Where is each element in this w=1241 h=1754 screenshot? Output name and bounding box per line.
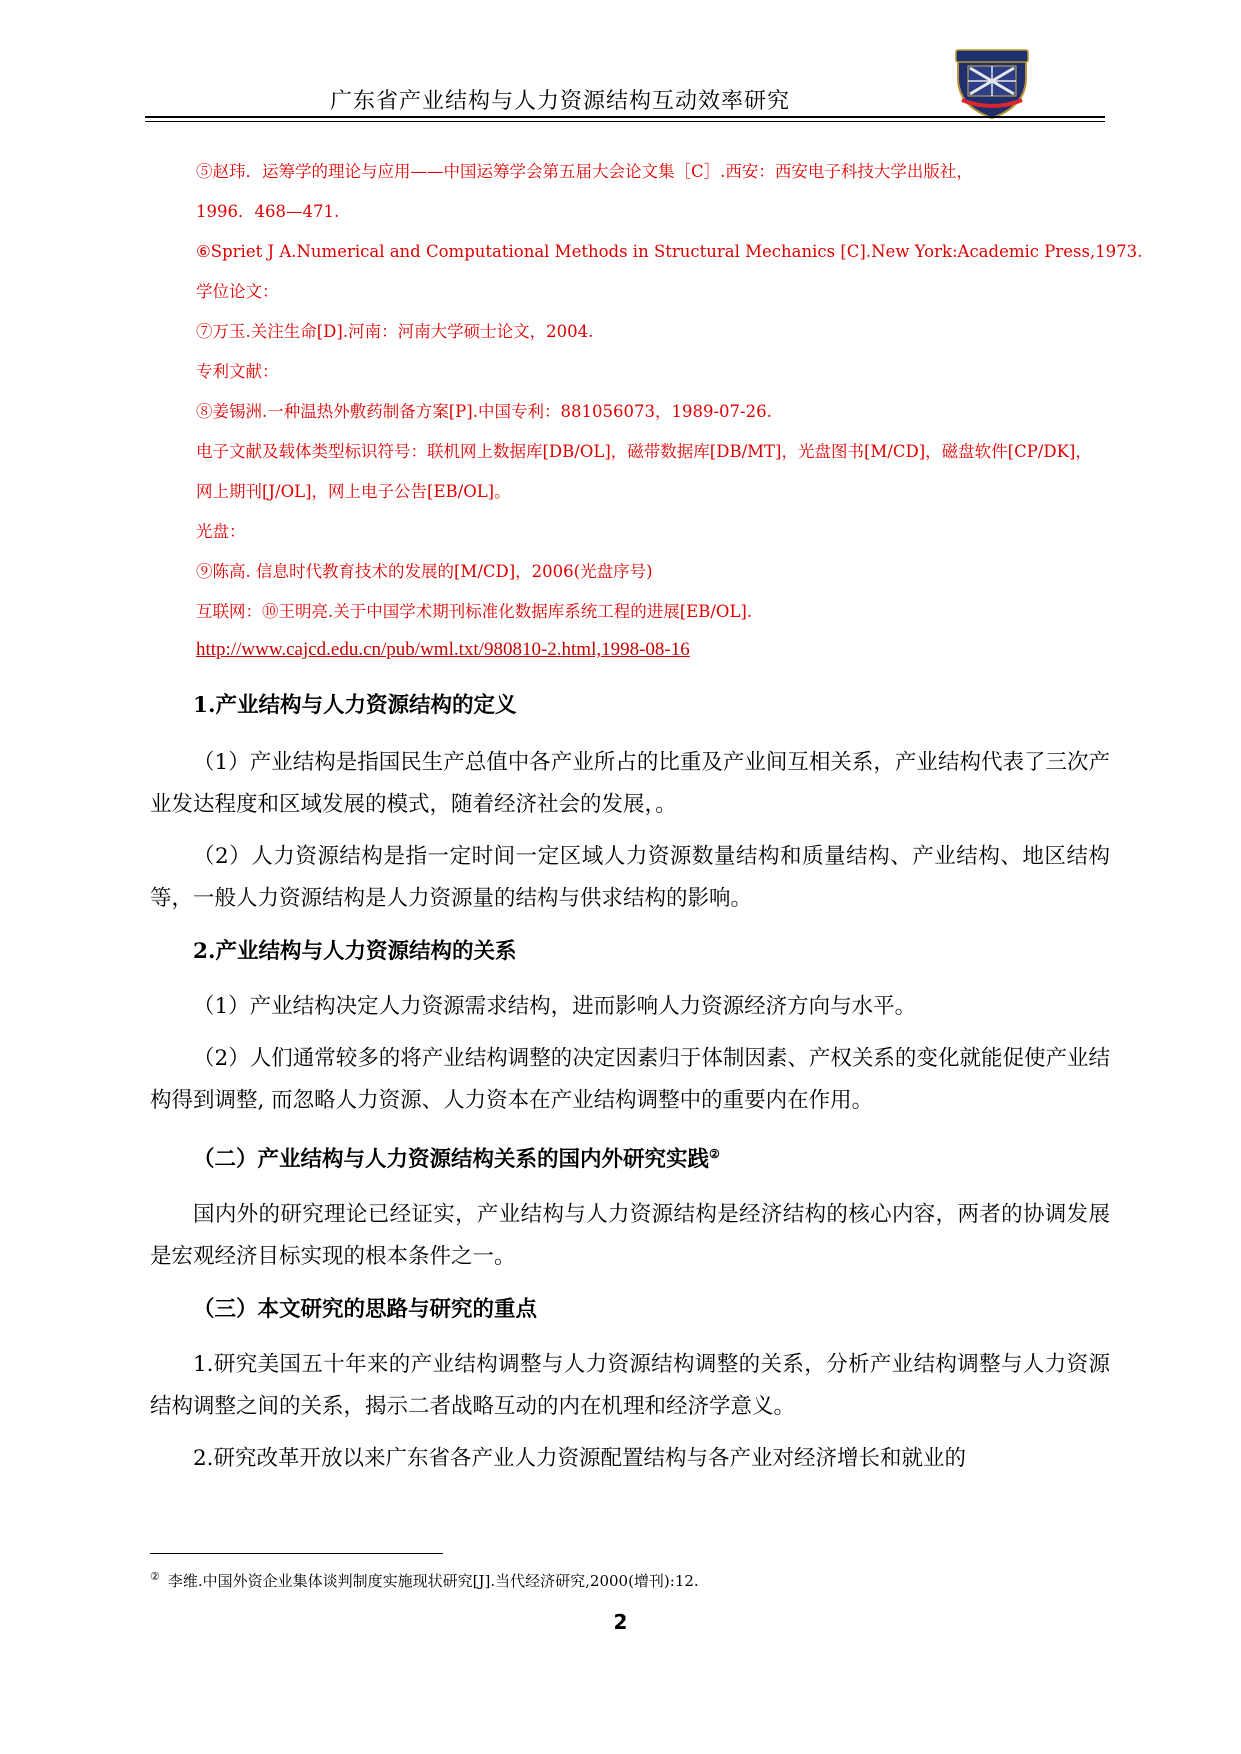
section-heading [193, 1136, 1110, 1178]
section-heading: （三）本文研究的思路与研究的重点 [193, 1297, 538, 1323]
reference-line: 光盘： [196, 522, 246, 541]
main-text [150, 688, 1110, 1480]
running-header-title: 广东省产业结构与人力资源结构互动效率研究 [329, 89, 790, 114]
reference-line: 1996．468—471. [196, 202, 340, 221]
page-number: 2 [613, 1610, 628, 1634]
reference-line: 网上期刊[J/OL]，网上电子公告[EB/OL]。 [196, 482, 511, 501]
paragraph: （2）人力资源结构是指一定时间一定区域人力资源数量结构和质量结构、产业结构、地区结构等，一般人力资源结构是人力资源量的结构与供求结构的影响。 [150, 844, 1110, 911]
reference-url-link[interactable]: http://www.cajcd.edu.cn/pub/wml.txt/980810-2.html,1998-08-16 [196, 639, 690, 660]
footnote-marker[interactable]: ② [709, 1147, 720, 1161]
section-heading: 1.产业结构与人力资源结构的定义 [193, 693, 517, 718]
footnote-text: 李维.中国外资企业集体谈判制度实施现状研究[J].当代经济研究,2000(增刊):12. [167, 1572, 699, 1590]
reference-line: 电子文献及载体类型标识符号：联机网上数据库[DB/OL]，磁带数据库[DB/MT]，光盘图书[M/CD]，磁盘软件[CP/DK]， [196, 442, 1092, 461]
reference-line: ⑦万玉.关注生命[D].河南：河南大学硕士论文，2004. [196, 322, 594, 341]
paragraph: （1）产业结构决定人力资源需求结构，进而影响人力资源经济方向与水平。 [193, 994, 917, 1019]
section-heading: 2.产业结构与人力资源结构的关系 [193, 939, 517, 964]
header-rule [145, 116, 1105, 118]
footnote-rule [150, 1553, 443, 1554]
paragraph: 1.研究美国五十年来的产业结构调整与人力资源结构调整的关系，分析产业结构调整与人力资源结构调整之间的关系，揭示二者战略互动的内在机理和经济学意义。 [150, 1352, 1110, 1420]
paragraph: （2）人们通常较多的将产业结构调整的决定因素归于体制因素、产权关系的变化就能促使产业结构得到调整, 而忽略人力资源、人力资本在产业结构调整中的重要内在作用。 [150, 1046, 1110, 1113]
paragraph: （1）产业结构是指国民生产总值中各产业所占的比重及产业间互相关系，产业结构代表了三次产业发达程度和区域发展的模式，随着经济社会的发展，。 [150, 750, 1110, 817]
header-rule-thin [145, 121, 1105, 122]
reference-line: 学位论文： [196, 282, 279, 301]
university-crest-icon [952, 48, 1032, 120]
paragraph: 2.研究改革开放以来广东省各产业人力资源配置结构与各产业对经济增长和就业的 [193, 1446, 967, 1472]
reference-line: ⑧姜锡洲.一种温热外敷药制备方案[P].中国专利：881056073，1989-07-26. [196, 402, 772, 421]
paragraph: 国内外的研究理论已经证实，产业结构与人力资源结构是经济结构的核心内容，两者的协调发展是宏观经济目标实现的根本条件之一。 [150, 1202, 1110, 1270]
reference-line: 专利文献： [196, 362, 279, 381]
reference-line: 互联网：⑩王明亮.关于中国学术期刊标准化数据库系统工程的进展[EB/OL]. [196, 602, 753, 621]
reference-line: ⑨陈高. 信息时代教育技术的发展的[M/CD]，2006(光盘序号) [196, 562, 653, 581]
footnote-mark: ② [150, 1570, 160, 1583]
reference-line: ⑤赵玮．运筹学的理论与应用——中国运筹学会第五届大会论文集［C］.西安：西安电子科技大学出版社， [196, 162, 973, 181]
footnote [150, 1570, 699, 1591]
reference-line: ⑥Spriet J A.Numerical and Computational Methods in Structural Mechanics [C].New York:Academic Press,1973. [196, 242, 1143, 261]
reference-list [196, 152, 1143, 668]
section-heading-text: （二）产业结构与人力资源结构关系的国内外研究实践 [193, 1147, 710, 1173]
